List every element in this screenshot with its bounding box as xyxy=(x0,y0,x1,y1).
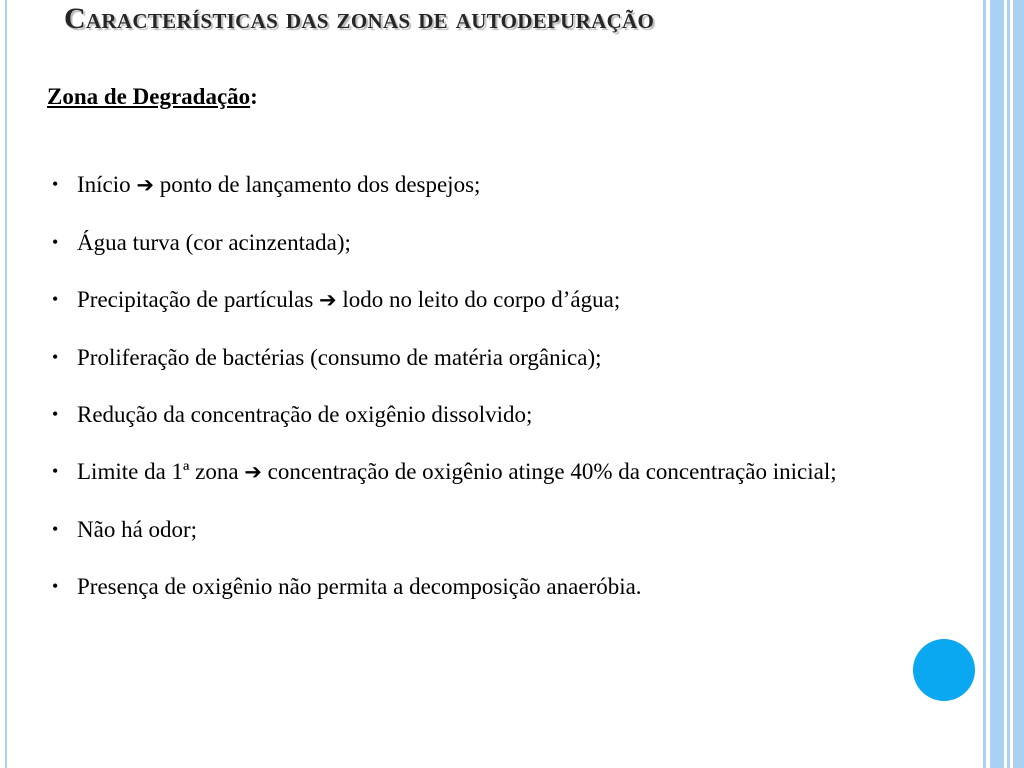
bullet-text-part: concentração de oxigênio atinge 40% da concentração inicial; xyxy=(267,459,837,484)
bullet-text: Não há odor; xyxy=(77,517,198,542)
bullet-text xyxy=(77,166,986,204)
bullet-text: Redução da concentração de oxigênio dissolvido; xyxy=(77,402,533,427)
bullet-item xyxy=(52,568,986,605)
bullet-dot-icon: • xyxy=(52,174,59,194)
right-decorative-stripe xyxy=(990,0,1004,768)
bullet-text-part: Precipitação de partículas xyxy=(77,287,314,312)
bullet-item xyxy=(52,511,986,548)
section-subtitle xyxy=(47,84,258,110)
bullet-dot-icon: • xyxy=(52,461,59,481)
bullet-text-part: lodo no leito do corpo d’água; xyxy=(342,287,621,312)
bullet-item xyxy=(52,453,986,491)
bullet-dot-icon: • xyxy=(52,576,59,596)
bullet-text: Água turva (cor acinzentada); xyxy=(77,230,351,255)
bullet-dot-icon: • xyxy=(52,347,59,367)
slide-title: Características das zonas de autodepuração xyxy=(64,2,655,35)
bullet-text: Proliferação de bactérias (consumo de matéria orgânica); xyxy=(77,345,602,370)
bullet-text xyxy=(77,281,986,319)
bullet-text-part: Início xyxy=(77,172,131,197)
bullet-text: Presença de oxigênio não permita a decomposição anaeróbia. xyxy=(77,574,642,599)
arrow-icon: ➔ xyxy=(244,460,262,484)
bullet-text-part: ponto de lançamento dos despejos; xyxy=(159,172,481,197)
right-decorative-stripe xyxy=(1013,0,1024,768)
bullet-item xyxy=(52,396,986,433)
bullet-item xyxy=(52,166,986,204)
decorative-circle xyxy=(913,639,975,701)
right-decorative-stripe xyxy=(1007,0,1010,768)
subtitle-text: Zona de Degradação xyxy=(47,84,251,109)
bullet-dot-icon: • xyxy=(52,232,59,252)
bullet-dot-icon: • xyxy=(52,289,59,309)
bullet-dot-icon: • xyxy=(52,519,59,539)
left-decorative-stripe xyxy=(5,0,7,768)
bullet-item xyxy=(52,339,986,376)
bullet-item xyxy=(52,224,986,261)
bullet-text-part: Limite da 1ª zona xyxy=(77,459,239,484)
bullet-list xyxy=(52,166,986,625)
arrow-icon: ➔ xyxy=(319,288,337,312)
subtitle-colon: : xyxy=(250,84,258,109)
bullet-dot-icon: • xyxy=(52,404,59,424)
arrow-icon: ➔ xyxy=(136,173,155,197)
bullet-item xyxy=(52,281,986,319)
bullet-text xyxy=(77,453,986,491)
